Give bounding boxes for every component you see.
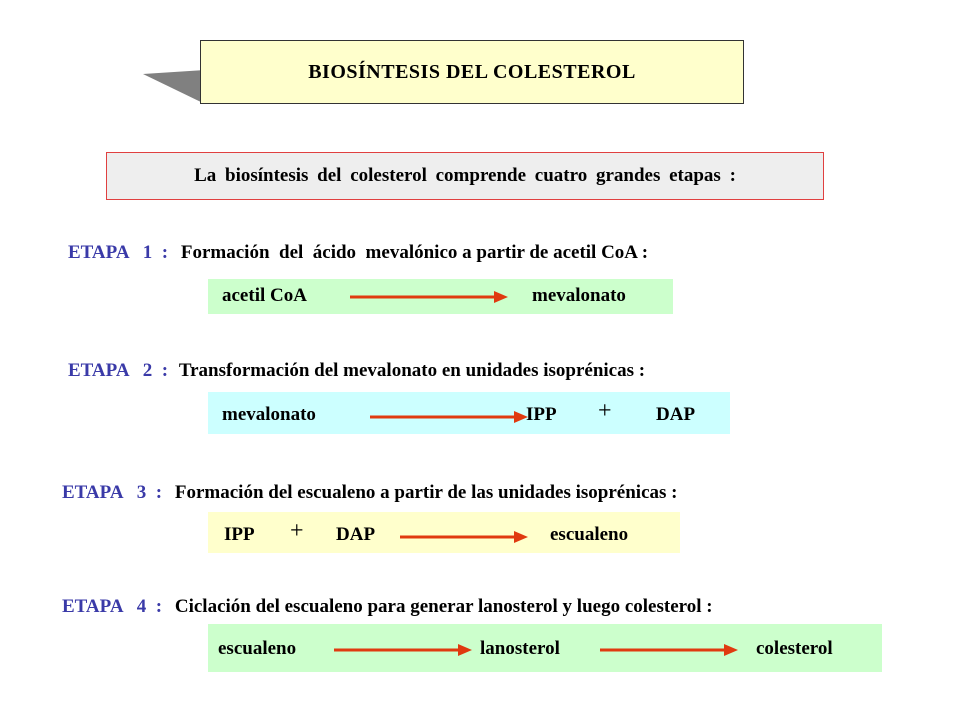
step-3-from-a: IPP [224, 524, 255, 545]
step-4-heading [62, 596, 713, 618]
step-2-description: Transformación del mevalonato en unidades isoprénicas : [178, 360, 646, 381]
intro-text: La biosíntesis del colesterol comprende cuatro grandes etapas : [106, 152, 824, 200]
title-wedge-decoration [143, 70, 205, 104]
step-4-mid: lanosterol [480, 638, 560, 659]
step-1-to: mevalonato [532, 285, 626, 306]
step-2-to-b: DAP [656, 404, 696, 425]
step-1-label: ETAPA 1 : [68, 242, 169, 263]
step-1-heading [68, 242, 648, 264]
step-3-arrow-icon [400, 528, 530, 546]
step-1-description: Formación del ácido mevalónico a partir de acetil CoA : [180, 242, 649, 263]
step-4-from: escualeno [218, 638, 297, 659]
step-3-from-b: DAP [336, 524, 376, 545]
step-2-arrow-icon [370, 408, 530, 426]
step-2-reaction-band [208, 392, 730, 434]
step-4-arrow-2-icon [600, 641, 740, 659]
step-2-label: ETAPA 2 : [68, 360, 169, 381]
step-4-reaction-band [208, 624, 882, 672]
step-4-arrow-1-icon [334, 641, 474, 659]
step-3-to: escualeno [550, 524, 629, 545]
step-1-reaction-band [208, 279, 673, 314]
step-4-description: Ciclación del escualeno para generar lanosterol y luego colesterol : [174, 596, 713, 617]
step-3-description: Formación del escualeno a partir de las unidades isoprénicas : [174, 482, 678, 503]
step-2-to-a: IPP [526, 404, 557, 425]
step-4-to: colesterol [756, 638, 833, 659]
step-2-plus: + [598, 398, 612, 424]
step-4-label: ETAPA 4 : [62, 596, 163, 617]
step-1-from: acetil CoA [222, 285, 307, 306]
step-2-heading [68, 360, 645, 382]
step-2-from: mevalonato [222, 404, 316, 425]
step-3-heading [62, 482, 678, 504]
step-1-arrow-icon [350, 288, 510, 306]
step-3-label: ETAPA 3 : [62, 482, 163, 503]
page-title: BIOSÍNTESIS DEL COLESTEROL [200, 40, 744, 104]
step-3-plus: + [290, 518, 304, 544]
step-3-reaction-band [208, 512, 680, 553]
